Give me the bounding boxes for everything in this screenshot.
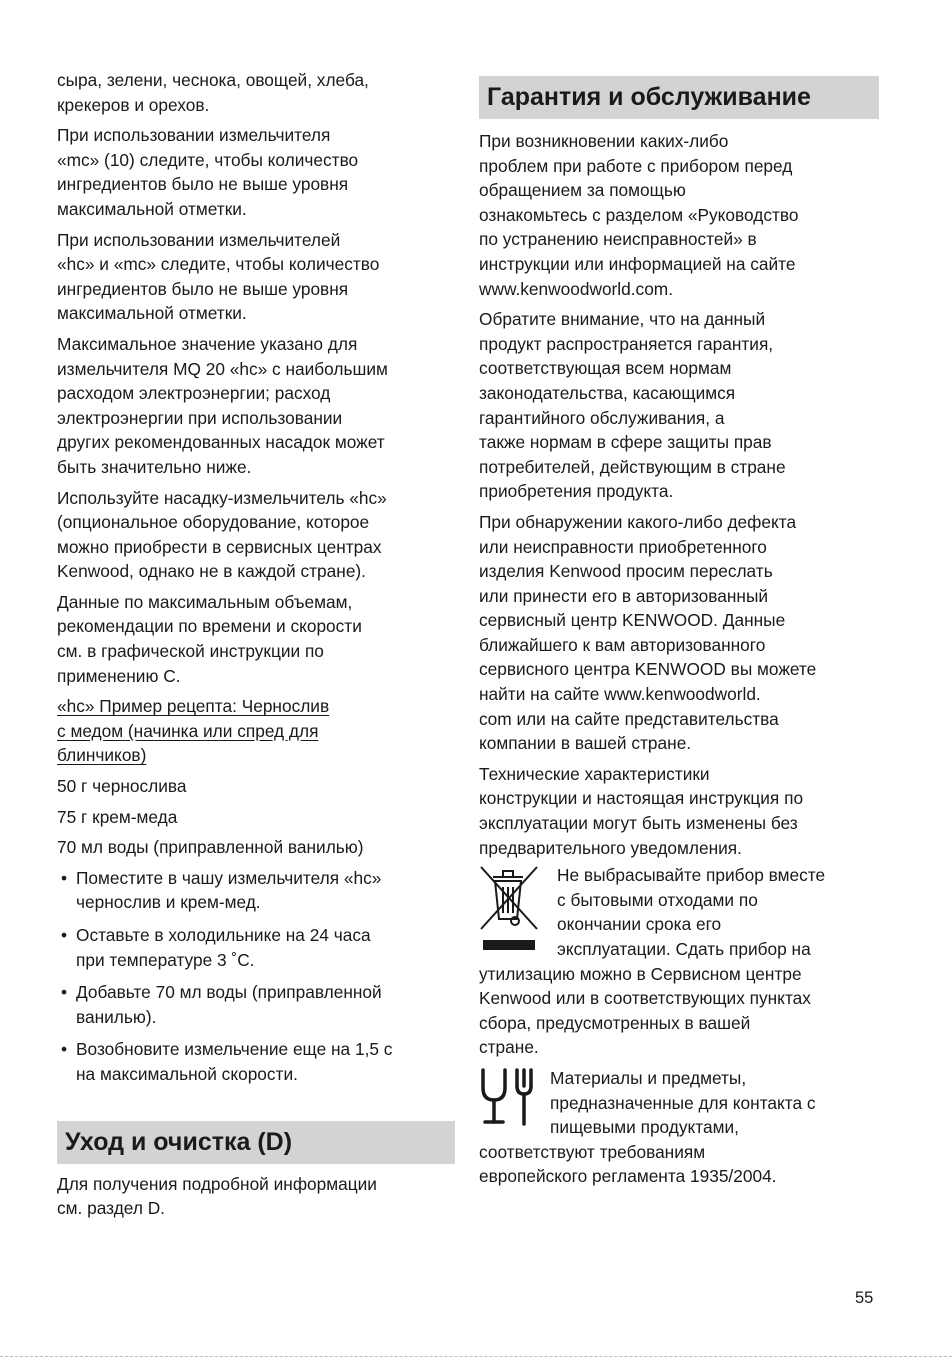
recipe-title: «hc» Пример рецепта: Чернослив с медом (начинка или спред для блинчиков) (57, 696, 330, 766)
ingredient: 70 мл воды (приправленной ванилью) (57, 837, 364, 858)
right-column (479, 76, 879, 1195)
paragraph: Данные по максимальным объемам, рекомендации по времени и скорости см. в графической инструкции по применению C. (57, 591, 362, 686)
recipe-steps (57, 866, 455, 1087)
left-column (57, 68, 455, 1227)
weee-notice (479, 863, 879, 1060)
page-number: 55 (855, 1289, 874, 1307)
paragraph: соответствуют требованиям европейского регламента 1935/2004. (479, 1141, 777, 1187)
paragraph: При использовании измельчителей «hc» и «mc» следите, чтобы количество ингредиентов было не выше уровня максимальной отметки. (57, 229, 380, 324)
paragraph: Технические характеристики конструкции и настоящая инструкция по эксплуатации могут быть изменены без предварительного уведомления. (479, 763, 804, 858)
crossed-bin-icon (479, 863, 541, 955)
section-heading-warranty: Гарантия и обслуживание (479, 76, 879, 119)
paragraph: Материалы и предметы, предназначенные для контакта с пищевыми продуктами, (550, 1067, 816, 1138)
list-item: • Поместите в чашу измельчителя «hc» чернослив и крем-мед. (57, 866, 455, 915)
paragraph: При использовании измельчителя «mc» (10) следите, чтобы количество ингредиентов было не выше уровня максимальной отметки. (57, 125, 359, 219)
paragraph: Для получения подробной информации см. раздел D. (57, 1173, 377, 1219)
paragraph: При обнаружении какого-либо дефекта или неисправности приобретенного изделия Kenwood просим переслать или принести его в авторизованный сервисный центр KENWOOD. Данные ближайшего к вам авторизованного сервисного центра KENWOOD вы можете найти на сайте www.kenwoodworld. com или на сайте представительства компании в вашей стране. (479, 511, 817, 754)
paragraph: утилизацию можно в Сервисном центре Kenwood или в соответствующих пунктах сбора, предусмотренных в вашей стране. (479, 963, 811, 1058)
glass-fork-icon (479, 1066, 539, 1128)
paragraph: Максимальное значение указано для измельчителя MQ 20 «hc» с наибольшим расходом электроэнергии; расход электроэнергии при использовании других рекомендованных насадок может быть значительно ниже. (57, 333, 388, 477)
section-heading-care: Уход и очистка (D) (57, 1121, 455, 1164)
list-item: • Добавьте 70 мл воды (приправленной ванилью). (57, 980, 455, 1029)
page-edge-divider (0, 1356, 952, 1357)
list-item: • Оставьте в холодильнике на 24 часа при температуре 3 ˚C. (57, 923, 455, 972)
paragraph: Используйте насадку-измельчитель «hc» (опциональное оборудование, которое можно приобрести в сервисных центрах Kenwood, однако не в каждой стране). (57, 487, 387, 582)
paragraph: Обратите внимание, что на данный продукт распространяется гарантия, соответствующая всем нормам законодательства, касающимся гарантийного обслуживания, а также нормам в сфере защиты прав потребителей, действующим в стране приобретения продукта. (479, 309, 786, 502)
ingredient: 75 г крем-меда (57, 806, 178, 827)
paragraph: При возникновении каких-либо проблем при работе с прибором перед обращением за помощью ознакомьтесь с разделом «Руководство по устранению неисправностей» в инструкции или информацией на сайте www.kenwoodworld.com. (479, 131, 799, 299)
ingredient: 50 г чернослива (57, 776, 187, 797)
list-item: • Возобновите измельчение еще на 1,5 с на максимальной скорости. (57, 1037, 455, 1086)
paragraph: Не выбрасывайте прибор вместе с бытовыми отходами по окончании срока его эксплуатации. Сдать прибор на (557, 865, 826, 959)
paragraph: сыра, зелени, чеснока, овощей, хлеба, крекеров и орехов. (57, 70, 369, 115)
food-contact-notice (479, 1066, 879, 1189)
